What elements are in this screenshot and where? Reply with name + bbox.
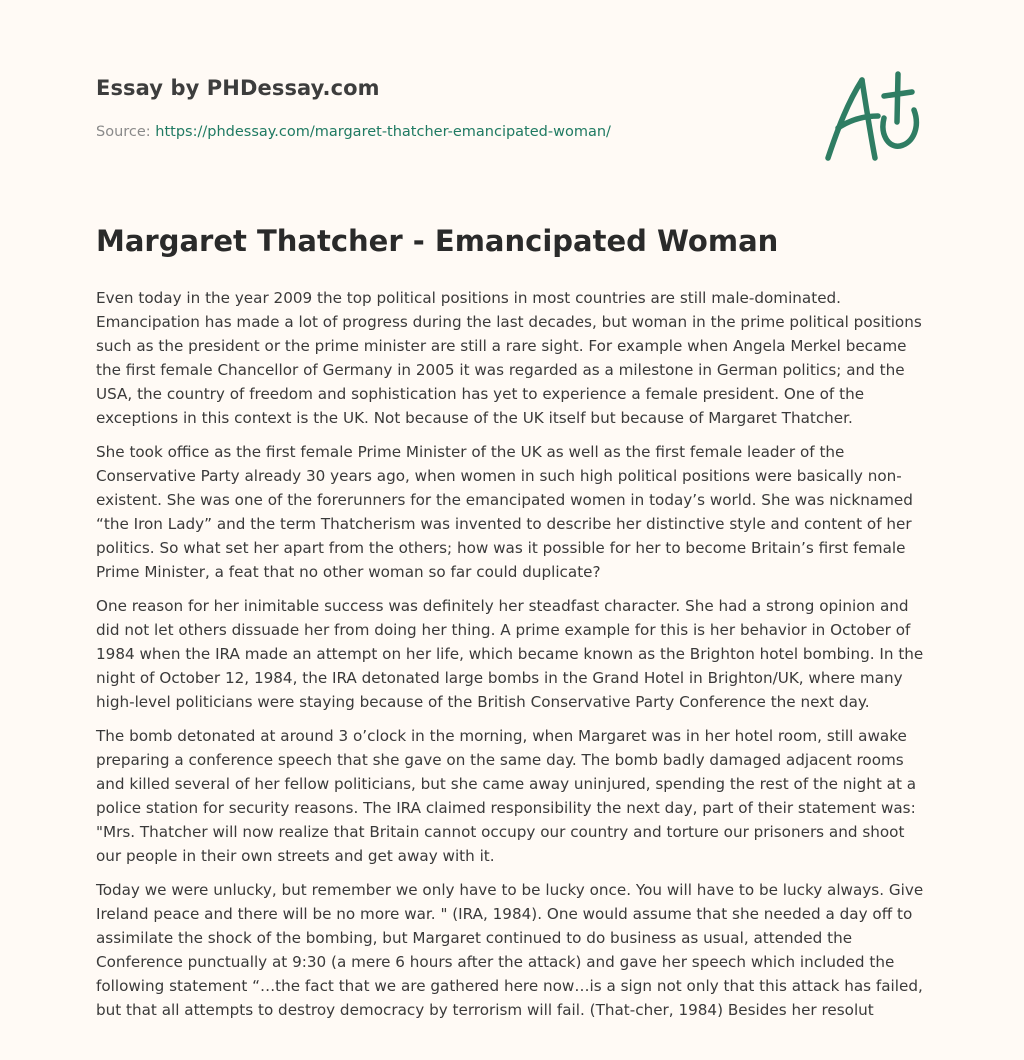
- essay-title: Margaret Thatcher - Emancipated Woman: [96, 224, 779, 258]
- essay-paragraph: One reason for her inimitable success was definitely her steadfast character. She had a strong opinion and did not let others dissuade her from doing her thing. A prime example for this is her behavior in October of 1984 when the IRA made an attempt on her life, which became known as the Brighton hotel bombing. In the night of October 12, 1984, the IRA detonated large bombs in the Grand Hotel in Brighton/UK, where many high-level politicians were staying because of the British Conservative Party Conference the next day.: [96, 597, 924, 711]
- a-plus-icon: [818, 66, 930, 166]
- essay-body: [96, 286, 931, 1032]
- essay-paragraph: Even today in the year 2009 the top political positions in most countries are still male-dominated. Emancipation has made a lot of progress during the last decades, but woman in the prime political positions such as the president or the prime minister are still a rare sight. For example when Angela Merkel became the first female Chancellor of Germany in 2005 it was regarded as a milestone in German politics; and the USA, the country of freedom and sophistication has yet to experience a female president. One of the exceptions in this context is the UK. Not because of the UK itself but because of Margaret Thatcher.: [96, 289, 922, 427]
- essay-paragraph: The bomb detonated at around 3 o’clock in the morning, when Margaret was in her hotel room, still awake preparing a conference speech that she gave on the same day. The bomb badly damaged adjacent rooms and killed several of her fellow politicians, but she came away uninjured, spending the rest of the night at a police station for security reasons. The IRA claimed responsibility the next day, part of their statement was: "Mrs. Thatcher will now realize that Britain cannot occupy our country and torture our prisoners and shoot our people in their own streets and get away with it.: [96, 727, 917, 865]
- source-label: Source:: [96, 124, 156, 140]
- source-link[interactable]: https://phdessay.com/margaret-thatcher-emancipated-woman/: [155, 124, 611, 140]
- essay-paragraph: She took office as the first female Prime Minister of the UK as well as the first female leader of the Conservative Party already 30 years ago, when women in such high political positions were basically non-existent. She was one of the forerunners for the emancipated women in today’s world. She was nicknamed “the Iron Lady” and the term Thatcherism was invented to describe her distinctive style and content of her politics. So what set her apart from the others; how was it possible for her to become Britain’s first female Prime Minister, a feat that no other woman so far could duplicate?: [96, 443, 913, 581]
- essay-paragraph: Today we were unlucky, but remember we only have to be lucky once. You will have to be lucky always. Give Ireland peace and there will be no more war. " (IRA, 1984). One would assume that she needed a day off to assimilate the shock of the bombing, but Margaret continued to do business as usual, attended the Conference punctually at 9:30 (a mere 6 hours after the attack) and gave her speech which included the following statement “…the fact that we are gathered here now…is a sign not only that this attack has failed, but that all attempts to destroy democracy by terrorism will fail. (That-cher, 1984) Besides her resolut: [96, 881, 924, 1019]
- source-line: [96, 124, 611, 140]
- site-brand: Essay by PHDessay.com: [96, 76, 380, 100]
